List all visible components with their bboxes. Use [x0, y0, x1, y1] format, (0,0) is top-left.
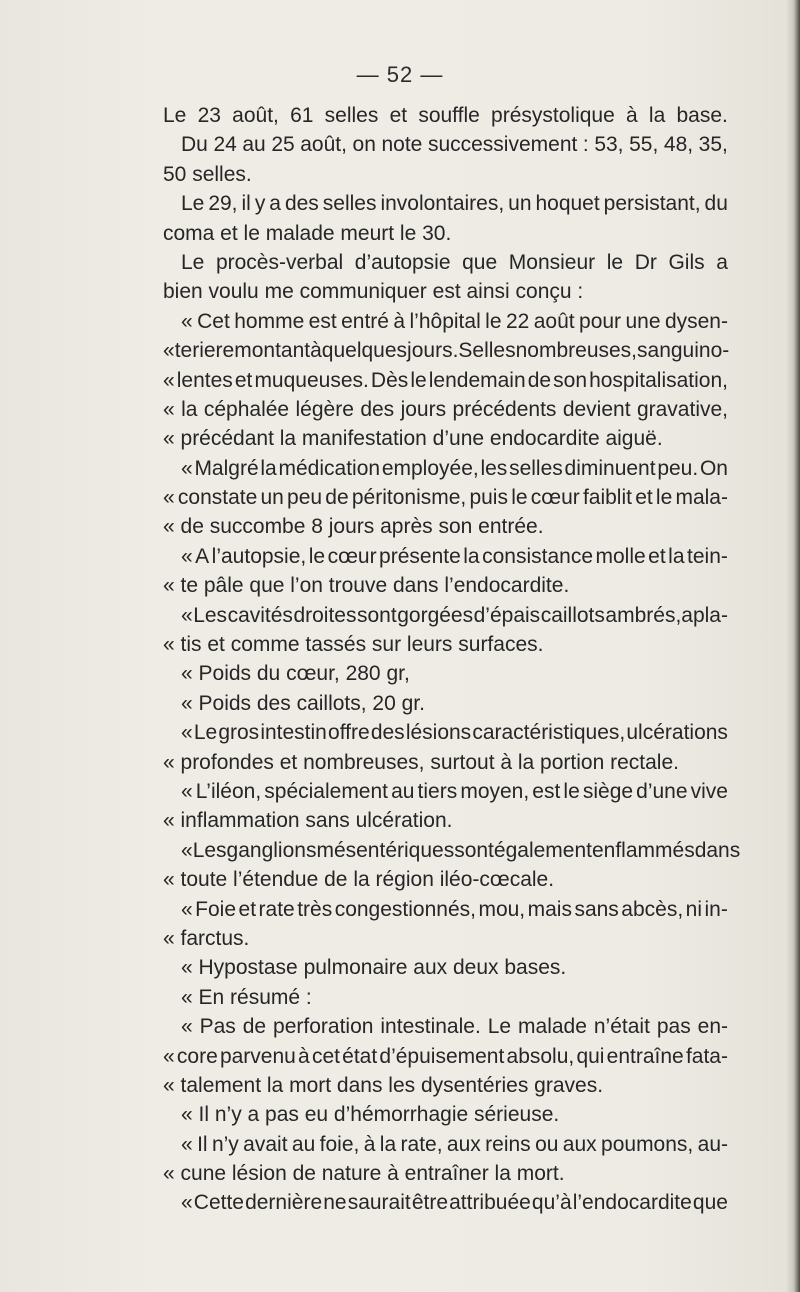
text-line: « terie remontant à quelques jours. Selles nombreuses, sanguino-: [163, 339, 730, 363]
body-text: [163, 101, 741, 1218]
text-line: « core parvenu à cet état d’épuisement absolu, qui entraîne fata-: [163, 1044, 728, 1068]
text-line: « En résumé :: [181, 985, 312, 1009]
text-line: « Le gros intestin offre des lésions caractéristiques, ulcérations: [181, 721, 728, 745]
text-line: « Poids des caillots, 20 gr.: [181, 691, 425, 715]
text-line: Le 23 août, 61 selles et souffle présystolique à la base.: [163, 104, 728, 127]
text-line: « talement la mort dans les dysentéries graves.: [163, 1073, 604, 1097]
text-line: « profondes et nombreuses, surtout à la portion rectale.: [163, 750, 679, 774]
page-number: — 52 —: [356, 62, 444, 87]
text-line: « lentes et muqueuses. Dès le lendemain de son hospitalisation,: [163, 368, 728, 392]
page-edge-shadow: [786, 0, 800, 1292]
text-line: « L’iléon, spécialement au tiers moyen, est le siège d’une vive: [181, 779, 728, 803]
text-line: « Pas de perforation intestinale. Le malade n’était pas en-: [181, 1015, 728, 1039]
text-line: « Cet homme est entré à l’hôpital le 22 août pour une dysen-: [181, 309, 728, 333]
text-line: « Malgré la médication employée, les selles diminuent peu. On: [181, 456, 728, 480]
text-line: « Hypostase pulmonaire aux deux bases.: [181, 956, 567, 980]
text-line: « Poids du cœur, 280 gr,: [181, 662, 410, 686]
text-line: coma et le malade meurt le 30.: [163, 221, 452, 245]
text-line: « Il n’y avait au foie, à la rate, aux reins ou aux poumons, au-: [181, 1132, 728, 1156]
text-line: « cune lésion de nature à entraîner la mort.: [163, 1162, 565, 1186]
text-line: « Cette dernière ne saurait être attribuée qu’à l’endocardite que: [181, 1191, 728, 1215]
text-line: 50 selles.: [163, 162, 252, 186]
text-line: Du 24 au 25 août, on note successivement : 53, 55, 48, 35,: [181, 133, 728, 157]
text-line: « constate un peu de péritonisme, puis le cœur faiblit et le mala-: [163, 486, 728, 510]
text-line: Le procès-verbal d’autopsie que Monsieur le Dr Gils a: [181, 250, 728, 274]
text-line: « tis et comme tassés sur leurs surfaces.: [163, 633, 544, 657]
text-line: « précédant la manifestation d’une endocardite aiguë.: [163, 427, 663, 451]
text-line: « la céphalée légère des jours précédents devient gravative,: [163, 397, 728, 421]
text-line: « Les ganglions mésentériques sont également enflammés dans: [181, 838, 741, 862]
text-line: « de succombe 8 jours après son entrée.: [163, 515, 544, 539]
text-line: « toute l’étendue de la région iléo-cœcale.: [163, 868, 555, 892]
text-line: bien voulu me communiquer est ainsi conçu :: [163, 280, 584, 304]
text-line: « inflammation sans ulcération.: [163, 809, 453, 833]
text-line: « te pâle que l’on trouve dans l’endocardite.: [163, 574, 570, 598]
text-line: « Il n’y a pas eu d’hémorrhagie sérieuse.: [181, 1103, 560, 1127]
text-line: « Les cavités droites sont gorgées d’épais caillots ambrés,apla-: [181, 603, 728, 627]
text-line: « farctus.: [163, 926, 250, 950]
text-line: « Foie et rate très congestionnés, mou, mais sans abcès, ni in-: [181, 897, 728, 921]
text-line: Le 29, il y a des selles involontaires, un hoquet persistant, du: [181, 192, 728, 216]
text-line: « A l’autopsie, le cœur présente la consistance molle et la tein-: [181, 544, 728, 568]
